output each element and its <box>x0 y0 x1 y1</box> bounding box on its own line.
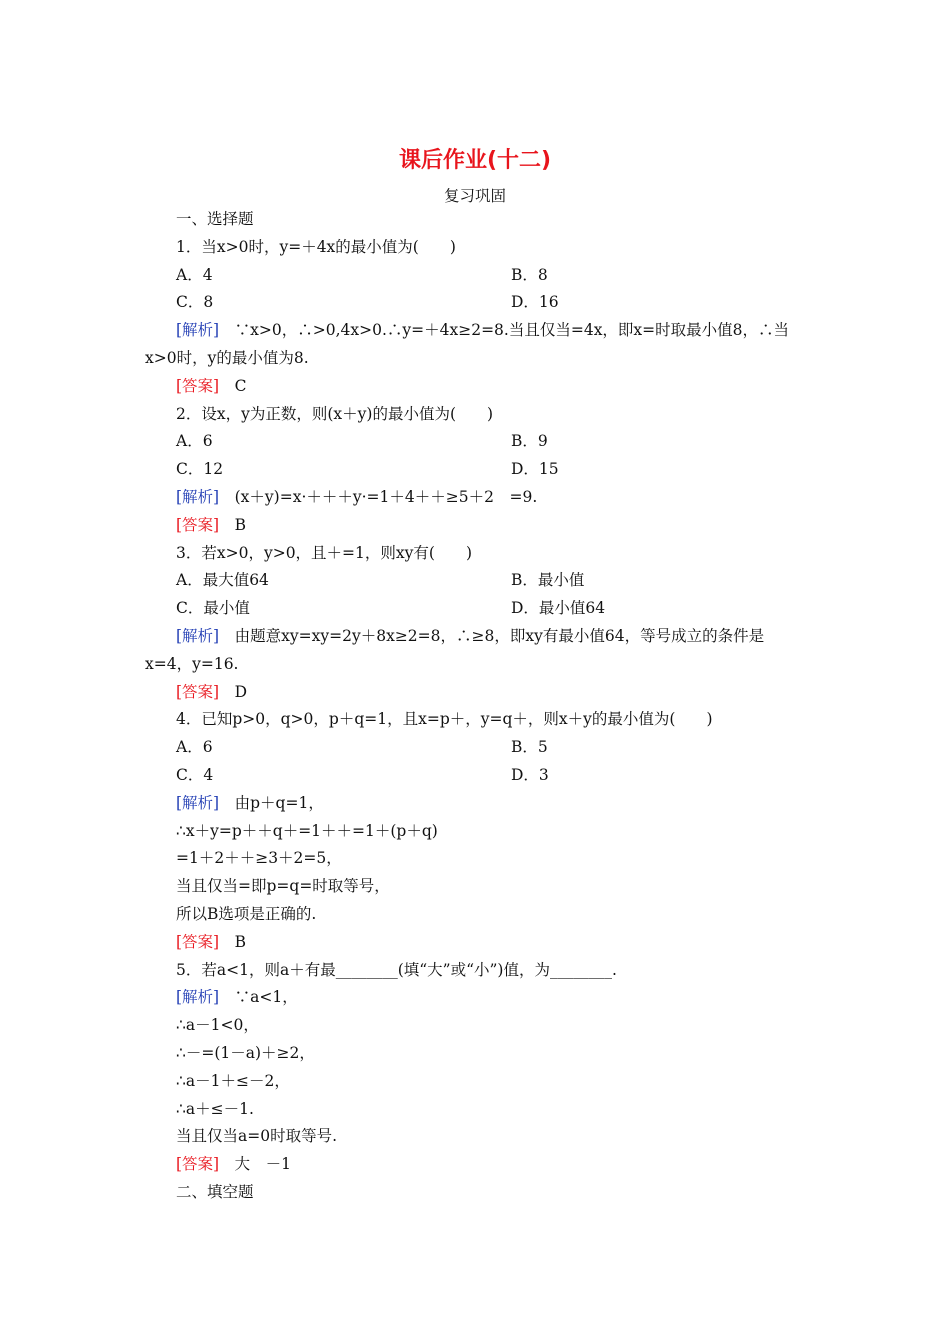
question-stem: 4．已知p>0，q>0，p＋q=1，且x=p＋，y=q＋，则x＋y的最小值为( ) <box>176 710 713 729</box>
analysis-step: 当且仅当=即p=q=时取等号， <box>176 877 390 896</box>
options-row <box>145 428 810 456</box>
analysis-text: ∵a<1， <box>234 988 298 1007</box>
option: B．8 <box>511 265 548 284</box>
options-row <box>145 734 810 762</box>
option: C．4 <box>176 765 214 784</box>
answer-text: B <box>234 515 247 534</box>
option: D．3 <box>511 765 549 784</box>
option: C．8 <box>176 293 214 312</box>
option: A．6 <box>176 432 213 451</box>
analysis-step: ∴－=(1－a)＋≥2， <box>176 1043 315 1062</box>
options-row <box>145 456 810 484</box>
option: A．最大值64 <box>176 571 269 590</box>
analysis-label: [解析] <box>176 487 220 506</box>
section-heading: 二、填空题 <box>176 1182 254 1201</box>
option: D．最小值64 <box>511 599 606 618</box>
answer-label: [答案] <box>176 376 220 395</box>
answer-label: [答案] <box>176 932 220 951</box>
analysis-text: (x＋y)=x·＋＋＋y·=1＋4＋＋≥5＋2 =9. <box>234 487 538 506</box>
answer-label: [答案] <box>176 682 220 701</box>
analysis-step: ∴a＋≤－1. <box>176 1099 254 1118</box>
option: A．4 <box>176 265 213 284</box>
analysis-label: [解析] <box>176 988 220 1007</box>
option: B．最小值 <box>511 571 585 590</box>
question-stem: 1．当x>0时，y=＋4x的最小值为( ) <box>176 237 456 256</box>
page-subtitle: 复习巩固 <box>443 187 506 205</box>
options-row <box>145 762 810 790</box>
answer-text: B <box>234 932 247 951</box>
analysis-step: ∴a－1<0， <box>176 1016 259 1035</box>
page-title: 课后作业(十二) <box>398 148 552 173</box>
analysis-step: ∴a－1＋≤－2， <box>176 1071 290 1090</box>
analysis <box>145 317 810 373</box>
analysis <box>145 790 810 818</box>
option: D．15 <box>511 460 559 479</box>
option: C．最小值 <box>176 599 250 618</box>
analysis <box>145 484 810 512</box>
analysis <box>145 984 810 1012</box>
answer-label: [答案] <box>176 515 220 534</box>
answer-text: 大 －1 <box>234 1155 291 1174</box>
option: B．5 <box>511 738 548 757</box>
analysis-text: 由p＋q=1， <box>234 793 324 812</box>
section-heading: 一、选择题 <box>176 210 254 228</box>
content <box>145 206 810 1207</box>
answer-text: C <box>234 376 247 395</box>
option: C．12 <box>176 460 224 479</box>
analysis-text: ∵x>0，∴>0,4x>0.∴y=＋4x≥2=8.当且仅当=4x，即x=时取最小值8，∴当x>0时，y的最小值为8. <box>145 321 790 367</box>
options-row <box>145 595 810 623</box>
option: D．16 <box>511 293 559 312</box>
analysis-step: 所以B选项是正确的. <box>176 904 317 923</box>
answer <box>145 512 810 540</box>
analysis-step: ∴x＋y=p＋＋q＋=1＋＋=1＋(p＋q) <box>176 821 438 840</box>
answer <box>145 679 810 707</box>
analysis-label: [解析] <box>176 626 220 645</box>
analysis-label: [解析] <box>176 321 220 340</box>
analysis-step: 当且仅当a=0时取等号. <box>176 1127 338 1146</box>
option: B．9 <box>511 432 548 451</box>
answer-label: [答案] <box>176 1155 220 1174</box>
option: A．6 <box>176 738 213 757</box>
answer <box>145 373 810 401</box>
question-stem: 3．若x>0，y>0，且＋=1，则xy有( ) <box>176 543 472 562</box>
answer <box>145 1151 810 1179</box>
answer <box>145 929 810 957</box>
options-row <box>145 262 810 290</box>
options-row <box>145 567 810 595</box>
analysis-step: =1＋2＋＋≥3＋2=5， <box>176 849 342 868</box>
analysis <box>145 623 810 679</box>
question-stem: 2．设x，y为正数，则(x＋y)的最小值为( ) <box>176 404 494 423</box>
analysis-label: [解析] <box>176 793 220 812</box>
options-row <box>145 289 810 317</box>
answer-text: D <box>234 682 248 701</box>
analysis-text: 由题意xy=xy=2y＋8x≥2=8，∴≥8，即xy有最小值64，等号成立的条件是x=4，y=16. <box>145 626 765 673</box>
question-stem: 5．若a<1，则a＋有最________(填“大”或“小”)值，为________. <box>176 960 617 979</box>
